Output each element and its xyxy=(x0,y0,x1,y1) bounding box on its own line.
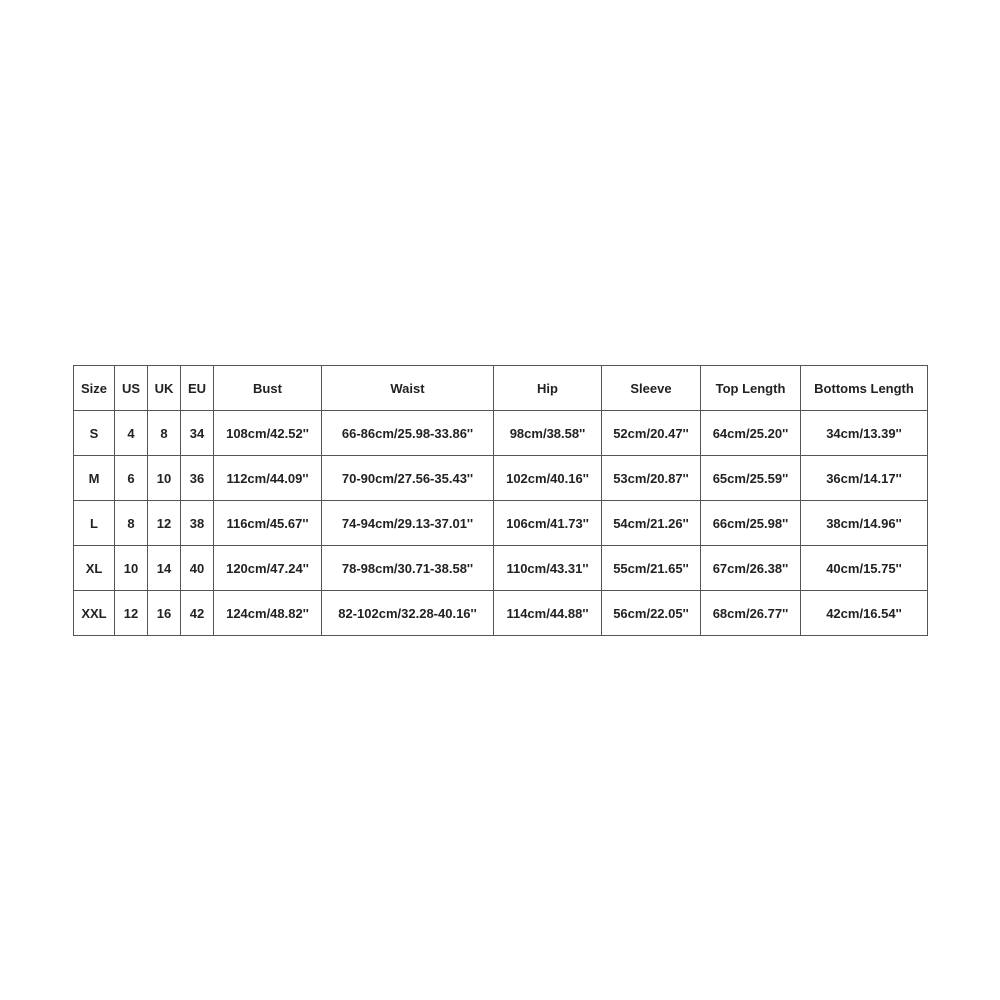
cell-size: XXL xyxy=(74,591,115,636)
header-us: US xyxy=(115,366,148,411)
cell-waist: 78-98cm/30.71-38.58'' xyxy=(322,546,494,591)
cell-sleeve: 52cm/20.47'' xyxy=(602,411,701,456)
cell-uk: 14 xyxy=(148,546,181,591)
cell-uk: 12 xyxy=(148,501,181,546)
cell-sleeve: 53cm/20.87'' xyxy=(602,456,701,501)
cell-sleeve: 55cm/21.65'' xyxy=(602,546,701,591)
header-bust: Bust xyxy=(214,366,322,411)
header-size: Size xyxy=(74,366,115,411)
cell-bust: 120cm/47.24'' xyxy=(214,546,322,591)
cell-uk: 8 xyxy=(148,411,181,456)
cell-bust: 124cm/48.82'' xyxy=(214,591,322,636)
header-top-length: Top Length xyxy=(701,366,801,411)
cell-bottoms-length: 38cm/14.96'' xyxy=(801,501,928,546)
cell-hip: 106cm/41.73'' xyxy=(494,501,602,546)
cell-bust: 108cm/42.52'' xyxy=(214,411,322,456)
size-chart-table xyxy=(73,365,928,636)
cell-eu: 34 xyxy=(181,411,214,456)
cell-bottoms-length: 40cm/15.75'' xyxy=(801,546,928,591)
cell-eu: 38 xyxy=(181,501,214,546)
header-sleeve: Sleeve xyxy=(602,366,701,411)
cell-waist: 70-90cm/27.56-35.43'' xyxy=(322,456,494,501)
cell-eu: 36 xyxy=(181,456,214,501)
table-header-row xyxy=(74,366,928,411)
cell-bust: 116cm/45.67'' xyxy=(214,501,322,546)
cell-hip: 110cm/43.31'' xyxy=(494,546,602,591)
header-bottoms-length: Bottoms Length xyxy=(801,366,928,411)
cell-top-length: 64cm/25.20'' xyxy=(701,411,801,456)
cell-top-length: 66cm/25.98'' xyxy=(701,501,801,546)
cell-eu: 42 xyxy=(181,591,214,636)
cell-us: 10 xyxy=(115,546,148,591)
cell-bottoms-length: 42cm/16.54'' xyxy=(801,591,928,636)
cell-sleeve: 56cm/22.05'' xyxy=(602,591,701,636)
header-waist: Waist xyxy=(322,366,494,411)
table-row xyxy=(74,591,928,636)
cell-us: 6 xyxy=(115,456,148,501)
cell-sleeve: 54cm/21.26'' xyxy=(602,501,701,546)
cell-top-length: 68cm/26.77'' xyxy=(701,591,801,636)
cell-us: 12 xyxy=(115,591,148,636)
cell-us: 8 xyxy=(115,501,148,546)
cell-bottoms-length: 34cm/13.39'' xyxy=(801,411,928,456)
cell-top-length: 67cm/26.38'' xyxy=(701,546,801,591)
cell-hip: 98cm/38.58'' xyxy=(494,411,602,456)
cell-waist: 66-86cm/25.98-33.86'' xyxy=(322,411,494,456)
cell-size: XL xyxy=(74,546,115,591)
cell-size: M xyxy=(74,456,115,501)
header-uk: UK xyxy=(148,366,181,411)
cell-hip: 114cm/44.88'' xyxy=(494,591,602,636)
cell-size: S xyxy=(74,411,115,456)
cell-bust: 112cm/44.09'' xyxy=(214,456,322,501)
cell-us: 4 xyxy=(115,411,148,456)
table-row xyxy=(74,456,928,501)
table-row xyxy=(74,546,928,591)
header-eu: EU xyxy=(181,366,214,411)
cell-bottoms-length: 36cm/14.17'' xyxy=(801,456,928,501)
cell-eu: 40 xyxy=(181,546,214,591)
cell-uk: 16 xyxy=(148,591,181,636)
cell-hip: 102cm/40.16'' xyxy=(494,456,602,501)
cell-size: L xyxy=(74,501,115,546)
cell-waist: 74-94cm/29.13-37.01'' xyxy=(322,501,494,546)
table-row xyxy=(74,411,928,456)
table-row xyxy=(74,501,928,546)
header-hip: Hip xyxy=(494,366,602,411)
cell-waist: 82-102cm/32.28-40.16'' xyxy=(322,591,494,636)
cell-uk: 10 xyxy=(148,456,181,501)
cell-top-length: 65cm/25.59'' xyxy=(701,456,801,501)
